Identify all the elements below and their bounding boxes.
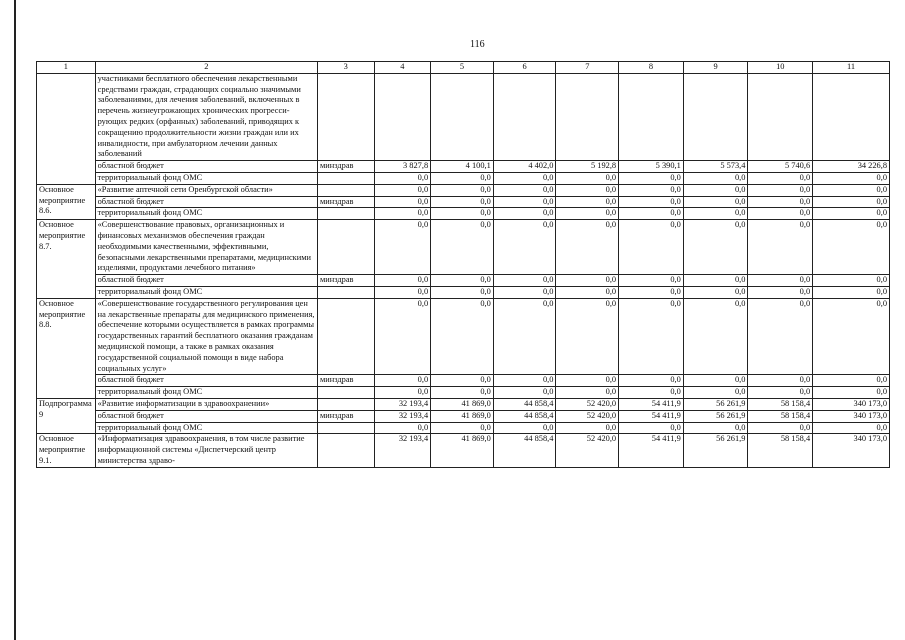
value-cell: 0,0	[619, 286, 684, 298]
funding-source-label: территориальный фонд ОМС	[95, 208, 317, 220]
executor-cell	[317, 172, 374, 184]
value-cell: 0,0	[619, 208, 684, 220]
value-cell: 0,0	[374, 275, 431, 287]
executor-cell: минздрав	[317, 161, 374, 173]
value-cell: 0,0	[748, 184, 813, 196]
value-cell: 0,0	[813, 286, 890, 298]
value-cell: 0,0	[431, 298, 494, 375]
value-cell: 0,0	[619, 422, 684, 434]
value-cell: 0,0	[683, 220, 748, 275]
executor-cell	[317, 434, 374, 467]
value-cell: 41 869,0	[431, 398, 494, 410]
value-cell: 0,0	[493, 172, 556, 184]
value-cell: 0,0	[493, 208, 556, 220]
value-cell: 0,0	[374, 220, 431, 275]
value-cell: 0,0	[493, 375, 556, 387]
value-cell: 54 411,9	[619, 398, 684, 410]
value-cell: 44 858,4	[493, 410, 556, 422]
value-cell	[748, 73, 813, 160]
value-cell: 4 100,1	[431, 161, 494, 173]
value-cell: 0,0	[683, 298, 748, 375]
column-number: 10	[748, 62, 813, 74]
program-label	[37, 73, 96, 184]
value-cell: 0,0	[813, 172, 890, 184]
funding-source-label: территориальный фонд ОМС	[95, 422, 317, 434]
value-cell: 0,0	[683, 196, 748, 208]
value-cell: 0,0	[431, 286, 494, 298]
program-title: «Совершенствование правовых, организационных и финансовых механизмов обеспечения граждан необходимыми качественными, эффективными, безопасными лекарственными препаратами, медицинскими изделиями, продуктами лечебного питания»	[95, 220, 317, 275]
value-cell	[493, 73, 556, 160]
value-cell: 0,0	[556, 172, 619, 184]
value-cell: 0,0	[619, 387, 684, 399]
value-cell: 41 869,0	[431, 410, 494, 422]
value-cell: 5 192,8	[556, 161, 619, 173]
value-cell: 0,0	[619, 196, 684, 208]
value-cell: 0,0	[493, 275, 556, 287]
value-cell	[431, 73, 494, 160]
value-cell: 4 402,0	[493, 161, 556, 173]
value-cell: 340 173,0	[813, 398, 890, 410]
value-cell: 0,0	[683, 172, 748, 184]
value-cell: 0,0	[619, 220, 684, 275]
program-title: «Совершенствование государственного регулирования цен на лекарственные препараты для медицинского применения, обеспечение которыми осуществляется в рамках программы государственных гарантий бесплатного оказания гражданам медицинской помощи, а также в рамках оказания государственной социальной помощи в виде набора социальных услуг»	[95, 298, 317, 375]
value-cell: 0,0	[748, 387, 813, 399]
value-cell: 0,0	[813, 208, 890, 220]
funding-source-label: областной бюджет	[95, 375, 317, 387]
value-cell: 56 261,9	[683, 398, 748, 410]
value-cell: 5 573,4	[683, 161, 748, 173]
value-cell: 0,0	[493, 184, 556, 196]
executor-cell	[317, 208, 374, 220]
value-cell: 0,0	[374, 172, 431, 184]
value-cell: 0,0	[431, 196, 494, 208]
value-cell: 0,0	[556, 387, 619, 399]
value-cell: 32 193,4	[374, 410, 431, 422]
value-cell: 41 869,0	[431, 434, 494, 467]
executor-cell	[317, 184, 374, 196]
value-cell: 0,0	[619, 184, 684, 196]
value-cell: 0,0	[813, 275, 890, 287]
executor-cell: минздрав	[317, 196, 374, 208]
value-cell: 0,0	[748, 196, 813, 208]
value-cell: 0,0	[683, 208, 748, 220]
column-number-header-row	[37, 62, 890, 74]
value-cell: 0,0	[813, 387, 890, 399]
program-title: участниками бесплатного обеспечения лекарственными средствами граждан, страдающих социально значимыми заболеваниями, для лечения заболеваний, включенных в перечень жизнеугрожающих хронических прогрессирующих редких (орфанных) заболеваний, приводящих к сокращению продолжительности жизни граждан или их инвалидности, при амбулаторном лечении данных заболеваний	[95, 73, 317, 160]
value-cell: 0,0	[619, 172, 684, 184]
value-cell: 0,0	[431, 275, 494, 287]
value-cell: 0,0	[556, 298, 619, 375]
value-cell: 5 740,6	[748, 161, 813, 173]
program-title: «Информатизация здравоохранения, в том числе развитие информационной системы «Диспетчерский центр министерства здраво-	[95, 434, 317, 467]
value-cell: 0,0	[683, 275, 748, 287]
value-cell	[374, 73, 431, 160]
value-cell: 0,0	[813, 422, 890, 434]
funding-source-row	[37, 275, 890, 287]
table-body	[37, 62, 890, 468]
value-cell	[813, 73, 890, 160]
value-cell: 0,0	[431, 375, 494, 387]
funding-source-label: областной бюджет	[95, 196, 317, 208]
funding-source-label: областной бюджет	[95, 410, 317, 422]
program-label: Основное мероприятие 8.8.	[37, 298, 96, 398]
program-title-row	[37, 434, 890, 467]
value-cell: 0,0	[556, 208, 619, 220]
funding-source-row	[37, 422, 890, 434]
value-cell: 0,0	[374, 184, 431, 196]
value-cell: 54 411,9	[619, 434, 684, 467]
executor-cell	[317, 220, 374, 275]
funding-source-label: территориальный фонд ОМС	[95, 172, 317, 184]
program-title-row	[37, 220, 890, 275]
value-cell: 0,0	[556, 184, 619, 196]
value-cell: 0,0	[683, 286, 748, 298]
value-cell: 0,0	[683, 184, 748, 196]
executor-cell	[317, 422, 374, 434]
program-title: «Развитие аптечной сети Оренбургской области»	[95, 184, 317, 196]
value-cell: 0,0	[813, 220, 890, 275]
program-title-row	[37, 398, 890, 410]
value-cell: 0,0	[431, 220, 494, 275]
value-cell: 0,0	[813, 184, 890, 196]
value-cell: 0,0	[748, 298, 813, 375]
value-cell: 0,0	[431, 387, 494, 399]
value-cell: 58 158,4	[748, 410, 813, 422]
value-cell: 0,0	[374, 387, 431, 399]
program-title-row	[37, 298, 890, 375]
funding-source-row	[37, 208, 890, 220]
funding-source-label: областной бюджет	[95, 161, 317, 173]
funding-source-row	[37, 286, 890, 298]
executor-cell	[317, 286, 374, 298]
value-cell: 52 420,0	[556, 410, 619, 422]
value-cell: 0,0	[556, 286, 619, 298]
value-cell: 0,0	[493, 422, 556, 434]
value-cell: 0,0	[374, 298, 431, 375]
value-cell: 0,0	[556, 375, 619, 387]
executor-cell	[317, 298, 374, 375]
executor-cell	[317, 387, 374, 399]
value-cell: 340 173,0	[813, 434, 890, 467]
value-cell: 0,0	[493, 286, 556, 298]
value-cell: 0,0	[556, 196, 619, 208]
funding-source-label: областной бюджет	[95, 275, 317, 287]
value-cell: 44 858,4	[493, 434, 556, 467]
value-cell	[683, 73, 748, 160]
value-cell: 0,0	[493, 220, 556, 275]
value-cell: 34 226,8	[813, 161, 890, 173]
column-number: 8	[619, 62, 684, 74]
program-label: Основное мероприятие 8.6.	[37, 184, 96, 219]
value-cell: 0,0	[374, 208, 431, 220]
value-cell: 0,0	[556, 220, 619, 275]
value-cell: 0,0	[556, 422, 619, 434]
funding-source-row	[37, 410, 890, 422]
column-number: 2	[95, 62, 317, 74]
budget-table-container	[36, 61, 890, 468]
column-number: 7	[556, 62, 619, 74]
value-cell: 0,0	[493, 196, 556, 208]
value-cell: 0,0	[374, 422, 431, 434]
funding-source-row	[37, 387, 890, 399]
value-cell: 0,0	[374, 196, 431, 208]
column-number: 6	[493, 62, 556, 74]
program-title-row	[37, 73, 890, 160]
budget-table	[36, 61, 890, 468]
value-cell: 0,0	[813, 298, 890, 375]
program-label: Основное мероприятие 8.7.	[37, 220, 96, 299]
executor-cell: минздрав	[317, 375, 374, 387]
funding-source-row	[37, 196, 890, 208]
value-cell: 0,0	[374, 375, 431, 387]
value-cell: 0,0	[683, 422, 748, 434]
value-cell: 58 158,4	[748, 398, 813, 410]
value-cell: 0,0	[748, 375, 813, 387]
value-cell: 44 858,4	[493, 398, 556, 410]
value-cell: 52 420,0	[556, 434, 619, 467]
program-title: «Развитие информатизации в здравоохранении»	[95, 398, 317, 410]
value-cell: 52 420,0	[556, 398, 619, 410]
value-cell: 0,0	[619, 275, 684, 287]
value-cell: 0,0	[431, 184, 494, 196]
value-cell: 0,0	[619, 298, 684, 375]
value-cell: 0,0	[748, 286, 813, 298]
value-cell: 0,0	[431, 422, 494, 434]
value-cell: 0,0	[813, 196, 890, 208]
column-number: 3	[317, 62, 374, 74]
value-cell: 0,0	[748, 422, 813, 434]
funding-source-row	[37, 161, 890, 173]
funding-source-label: территориальный фонд ОМС	[95, 286, 317, 298]
executor-cell	[317, 398, 374, 410]
program-label: Основное мероприятие 9.1.	[37, 434, 96, 467]
value-cell: 5 390,1	[619, 161, 684, 173]
value-cell: 0,0	[683, 387, 748, 399]
executor-cell	[317, 73, 374, 160]
program-title-row	[37, 184, 890, 196]
column-number: 5	[431, 62, 494, 74]
column-number: 9	[683, 62, 748, 74]
executor-cell: минздрав	[317, 410, 374, 422]
value-cell	[556, 73, 619, 160]
value-cell: 3 827,8	[374, 161, 431, 173]
value-cell: 58 158,4	[748, 434, 813, 467]
value-cell: 32 193,4	[374, 434, 431, 467]
column-number: 1	[37, 62, 96, 74]
value-cell: 0,0	[748, 220, 813, 275]
value-cell: 32 193,4	[374, 398, 431, 410]
value-cell: 0,0	[748, 275, 813, 287]
funding-source-row	[37, 375, 890, 387]
value-cell: 0,0	[683, 375, 748, 387]
value-cell: 56 261,9	[683, 434, 748, 467]
value-cell: 0,0	[748, 208, 813, 220]
value-cell: 0,0	[748, 172, 813, 184]
value-cell: 54 411,9	[619, 410, 684, 422]
executor-cell: минздрав	[317, 275, 374, 287]
value-cell: 0,0	[493, 298, 556, 375]
value-cell: 0,0	[431, 172, 494, 184]
value-cell: 0,0	[813, 375, 890, 387]
program-label: Подпрограмма 9	[37, 398, 96, 433]
column-number: 4	[374, 62, 431, 74]
page-number: 116	[470, 39, 485, 50]
value-cell: 0,0	[556, 275, 619, 287]
funding-source-label: территориальный фонд ОМС	[95, 387, 317, 399]
value-cell: 0,0	[619, 375, 684, 387]
value-cell: 56 261,9	[683, 410, 748, 422]
value-cell: 0,0	[431, 208, 494, 220]
funding-source-row	[37, 172, 890, 184]
value-cell: 0,0	[493, 387, 556, 399]
binder-edge-line	[14, 0, 16, 640]
value-cell	[619, 73, 684, 160]
value-cell: 340 173,0	[813, 410, 890, 422]
value-cell: 0,0	[374, 286, 431, 298]
column-number: 11	[813, 62, 890, 74]
